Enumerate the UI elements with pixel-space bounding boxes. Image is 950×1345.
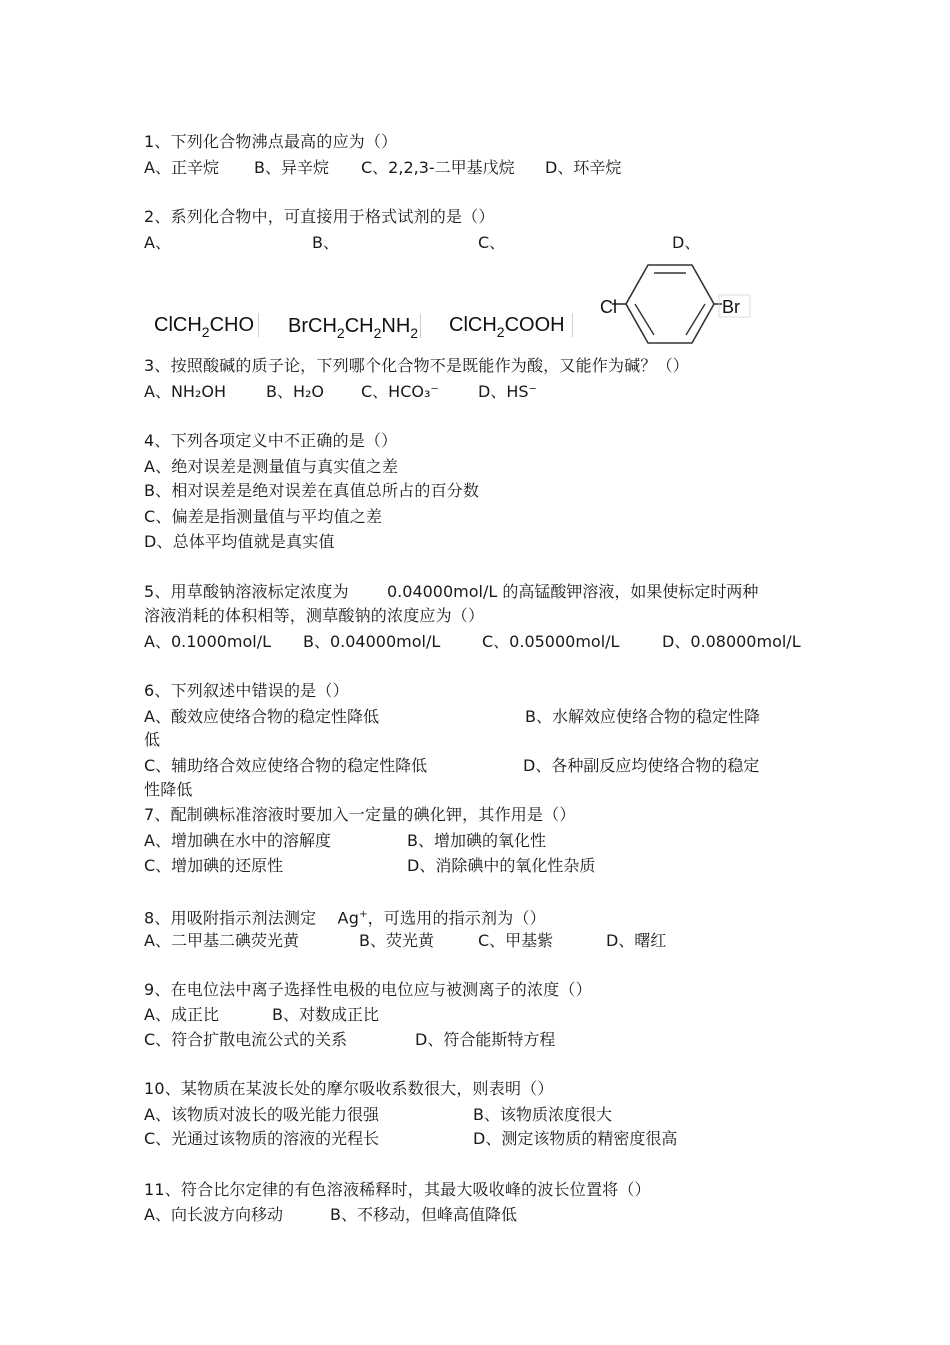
- q8-stem: 8、用吸附指示剂法测定 Ag+，可选用的指示剂为（）: [144, 908, 546, 928]
- q3-option-d: D、HS⁻: [478, 382, 537, 401]
- q2-option-a: A、: [144, 233, 171, 252]
- q9-stem: 9、在电位法中离子选择性电极的电位应与被测离子的浓度（）: [144, 980, 592, 999]
- q4-option-b: B、相对误差是绝对误差在真值总所占的百分数: [144, 481, 480, 500]
- q1-option-b: B、异辛烷: [254, 158, 329, 177]
- q7-stem: 7、配制碘标准溶液时要加入一定量的碘化钾，其作用是（）: [144, 805, 576, 824]
- q3-option-b: B、H₂O: [266, 382, 325, 401]
- q7-option-a: A、增加碘在水中的溶解度: [144, 831, 331, 850]
- q1-stem: 1、下列化合物沸点最高的应为（）: [144, 132, 398, 151]
- q7-option-d: D、消除碘中的氧化性杂质: [407, 856, 596, 875]
- q3-option-a: A、NH₂OH: [144, 382, 226, 401]
- q10-option-d: D、测定该物质的精密度很高: [473, 1129, 678, 1148]
- q3-option-c: C、HCO₃⁻: [361, 382, 439, 401]
- q6-option-b-wrap: 低: [144, 730, 161, 749]
- q5-option-c: C、0.05000mol/L: [482, 632, 620, 651]
- q4-option-a: A、绝对误差是测量值与真实值之差: [144, 457, 399, 476]
- q9-option-d: D、符合能斯特方程: [415, 1030, 556, 1049]
- formula-a: ClCH$_2$CHO: [154, 314, 255, 340]
- q6-option-d-wrap: 性降低: [144, 780, 193, 799]
- q5-stem-line1a: 5、用草酸钠溶液标定浓度为: [144, 582, 349, 601]
- q1-option-a: A、正辛烷: [144, 158, 219, 177]
- q7-option-c: C、增加碘的还原性: [144, 856, 284, 875]
- q8-option-a: A、二甲基二碘荧光黄: [144, 931, 299, 950]
- q8-option-d: D、曙红: [606, 931, 667, 950]
- q11-option-a: A、向长波方向移动: [144, 1205, 283, 1224]
- q2-option-d: D、: [672, 233, 701, 252]
- bromo-label: Br: [722, 297, 740, 317]
- chlorobromobenzene-structure: [588, 262, 752, 346]
- q2-stem: 2、系列化合物中，可直接用于格式试剂的是（）: [144, 207, 495, 226]
- q10-option-c: C、光通过该物质的溶液的光程长: [144, 1129, 380, 1148]
- q5-stem-line1b: 0.04000mol/L 的高锰酸钾溶液，如果使标定时两种: [387, 582, 759, 601]
- formula-divider: [258, 313, 259, 337]
- q8-option-c: C、甲基紫: [478, 931, 554, 950]
- q11-stem: 11、符合比尔定律的有色溶液稀释时，其最大吸收峰的波长位置将（）: [144, 1180, 651, 1199]
- formula-c: ClCH$_2$COOH: [449, 314, 565, 340]
- q1-option-d: D、环辛烷: [545, 158, 622, 177]
- q6-option-c: C、辅助络合效应使络合物的稳定性降低: [144, 756, 428, 775]
- q6-option-a: A、酸效应使络合物的稳定性降低: [144, 707, 379, 726]
- q6-option-d: D、各种副反应均使络合物的稳定: [523, 756, 760, 775]
- q6-stem: 6、下列叙述中错误的是（）: [144, 681, 349, 700]
- q5-option-a: A、0.1000mol/L: [144, 632, 272, 651]
- q4-option-c: C、偏差是指测量值与平均值之差: [144, 507, 383, 526]
- formula-divider: [572, 313, 573, 337]
- q5-option-b: B、0.04000mol/L: [303, 632, 441, 651]
- q4-stem: 4、下列各项定义中不正确的是（）: [144, 431, 398, 450]
- q10-option-a: A、该物质对波长的吸光能力很强: [144, 1105, 379, 1124]
- q6-option-b: B、水解效应使络合物的稳定性降: [525, 707, 760, 726]
- q2-option-c: C、: [478, 233, 506, 252]
- q8-option-b: B、荧光黄: [359, 931, 434, 950]
- q9-option-b: B、对数成正比: [272, 1005, 379, 1024]
- q10-stem: 10、某物质在某波长处的摩尔吸收系数很大，则表明（）: [144, 1079, 554, 1098]
- q4-option-d: D、总体平均值就是真实值: [144, 532, 335, 551]
- q7-option-b: B、增加碘的氧化性: [407, 831, 546, 850]
- q3-stem: 3、按照酸碱的质子论，下列哪个化合物不是既能作为酸，又能作为碱？（）: [144, 356, 689, 375]
- q5-stem-line2: 溶液消耗的体积相等，测草酸钠的浓度应为（）: [144, 606, 485, 625]
- q9-option-c: C、符合扩散电流公式的关系: [144, 1030, 348, 1049]
- q1-option-c: C、2,2,3-二甲基戊烷: [361, 158, 515, 177]
- q10-option-b: B、该物质浓度很大: [473, 1105, 612, 1124]
- q9-option-a: A、成正比: [144, 1005, 219, 1024]
- q11-option-b: B、不移动，但峰高值降低: [330, 1205, 517, 1224]
- chloro-label: Cl: [600, 297, 617, 317]
- formula-b: $BrCH_2CH_2NH_2$: [288, 315, 419, 341]
- q5-option-d: D、0.08000mol/L: [662, 632, 801, 651]
- q2-option-b: B、: [312, 233, 339, 252]
- formula-divider: [420, 314, 421, 338]
